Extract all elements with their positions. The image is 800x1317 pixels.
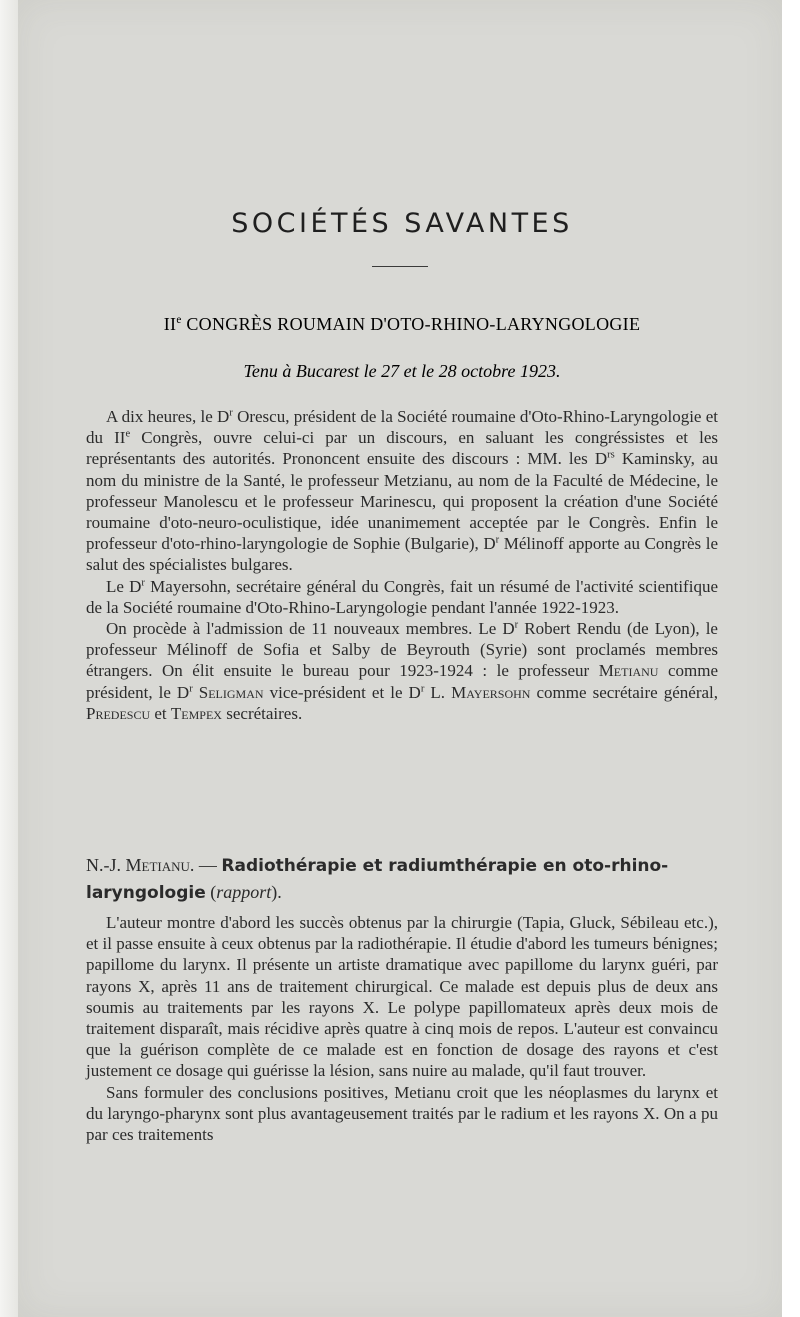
article-type: rapport	[216, 882, 272, 902]
page-gutter	[0, 0, 18, 1317]
title-divider	[372, 266, 428, 267]
congress-ordinal-sup: e	[176, 314, 182, 326]
congress-title-rest: CONGRÈS ROUMAIN D'OTO-RHINO-LARYNGOLOGIE	[181, 314, 641, 334]
congress-ordinal: II	[163, 314, 177, 334]
article-paragraph-2: Sans formuler des conclusions positives, Metianu croit que les néoplasmes du larynx et du laryngo-pharynx sont plus avantageusement traités par le radium et les rayons X. On a pu par ces traitements	[86, 1082, 718, 1145]
congress-title	[86, 314, 718, 335]
report-paragraph-3: On procède à l'admission de 11 nouveaux membres. Le $D^r$ Robert Rendu (de Lyon), le professeur Mélinoff de Sofia et Salby de Beyrouth (Syrie) sont proclamés membres étrangers. On élit ensuite le bureau pour 1923-1924 : le professeur Metianu comme président, le $D^r$ Seligman vice-président et le $D^r$ L. Mayersohn comme secrétaire général, Predescu et Tempex secrétaires.	[86, 619, 719, 723]
article-title: Radiothérapie et radiumthérapie en oto-rhino-laryngologie	[86, 856, 669, 903]
report-paragraph-2: Le $D^r$ Mayersohn, secrétaire général du Congrès, fait un résumé de l'activité scientifique de la Société roumaine d'Oto-Rhino-Laryngologie pendant l'année 1922-1923.	[86, 576, 718, 617]
report-paragraph-1: A dix heures, le $D^r$ Orescu, président de la Société roumaine d'Oto-Rhino-Laryngologie et du IIe Congrès, ouvre celui-ci par un discours, en saluant les congréssistes et les représentants des autorités. Prononcent ensuite des discours : MM. les $D^{rs}$ Kaminsky, au nom du ministre de la Santé, le professeur Metzianu, au nom de la Faculté de Médecine, le professeur Manolescu et le professeur Marinescu, qui proposent la création d'une Société roumaine d'oto-neuro-oculistique, idée unanimement acceptée par le Congrès. Enfin le professeur d'oto-rhino-laryngologie de Sophie (Bulgarie), $D^r$ Mélinoff apporte au Congrès le salut des spécialistes bulgares.	[86, 407, 718, 575]
article-paragraph-1: L'auteur montre d'abord les succès obtenus par la chirurgie (Tapia, Gluck, Sébileau etc.), et il passe ensuite à ceux obtenus par la radiothérapie. Il étudie d'abord les tumeurs bénignes; papillome du larynx. Il présente un artiste dramatique avec papillome du larynx guéri, par rayons X, après 11 ans de traitement chirurgical. Ce malade est depuis plus de deux ans soumis au traitements par les rayons X. Le polype papillomateux après deux mois de traitement disparaît, mais récidive après quatre à cinq mois de repos. L'auteur est convaincu que la guérison complète de ce malade est en fonction de dosage des rayons et c'est justement ce dosage qui guérisse la lésion, sans nuire au malade, qu'il faut trouver.	[86, 913, 718, 1081]
article-body	[86, 912, 718, 1145]
section-title: SOCIÉTÉS SAVANTES	[231, 208, 573, 239]
congress-report	[86, 406, 718, 724]
article-author-initials: N.-J.	[86, 855, 126, 875]
article-heading: N.-J. Metianu. — Radiothérapie et radiumthérapie en oto-rhino-laryngologie (rapport).	[86, 855, 669, 903]
article-author: Metianu	[125, 855, 190, 875]
congress-dates: Tenu à Bucarest le 27 et le 28 octobre 1923.	[243, 361, 561, 381]
